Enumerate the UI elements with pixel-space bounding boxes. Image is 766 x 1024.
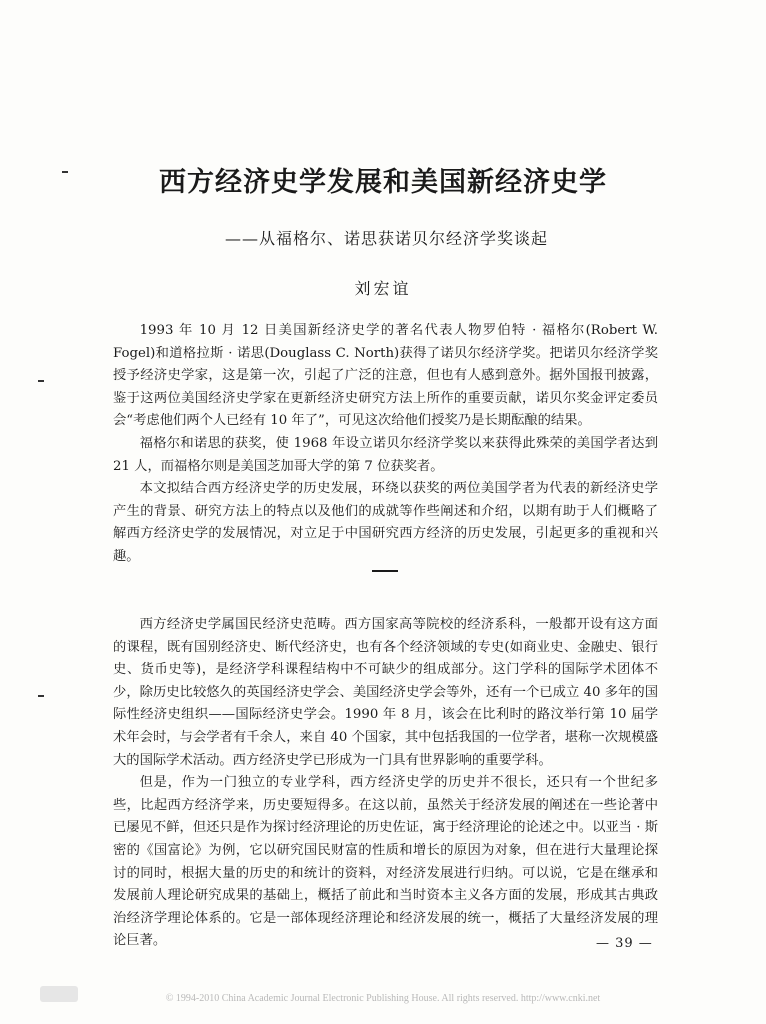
section-one	[113, 614, 658, 953]
scan-mark	[38, 380, 44, 382]
page-number: — 39 —	[596, 936, 653, 951]
article-subtitle: ——从福格尔、诺思获诺贝尔经济学奖谈起	[225, 229, 549, 248]
article-title: 西方经济史学发展和美国新经济史学	[159, 167, 607, 198]
scan-mark	[38, 695, 44, 697]
paragraph: 福格尔和诺思的获奖，使 1968 年设立诺贝尔经济学奖以来获得此殊荣的美国学者达到 21 人，而福格尔则是美国芝加哥大学的第 7 位获奖者。	[113, 435, 658, 474]
paragraph: 本文拟结合西方经济史学的历史发展，环绕以获奖的两位美国学者为代表的新经济史学产生的背景、研究方法上的特点以及他们的成就等作些阐述和介绍，以期有助于人们概略了解西方经济史学的发展情况，对立足于中国研究西方经济的历史发展，引起更多的重视和兴趣。	[113, 481, 658, 564]
section-number-one	[372, 570, 398, 572]
intro-section	[113, 320, 658, 569]
article-author: 刘宏谊	[354, 279, 412, 298]
copyright-footer: © 1994-2010 China Academic Journal Electronic Publishing House. All rights reserved. http://www.cnki.net	[165, 993, 601, 1004]
paragraph: 西方经济史学属国民经济史范畴。西方国家高等院校的经济系科，一般都开设有这方面的课程，既有国别经济史、断代经济史，也有各个经济领域的专史(如商业史、金融史、银行史、货币史等)，是经济学科课程结构中不可缺少的组成部分。这门学科的国际学术团体不少，除历史比较悠久的英国经济史学会、美国经济史学会等外，还有一个已成立 40 多年的国际性经济史组织——国际经济史学会。1990 年 8 月，该会在比利时的路汶举行第 10 届学术年会时，与会学者有千余人，来自 40 个国家，其中包括我国的一位学者，堪称一次规模盛大的国际学术活动。西方经济史学已形成为一门具有世界影响的重要学科。	[113, 617, 658, 768]
paragraph: 1993 年 10 月 12 日美国新经济史学的著名代表人物罗伯特 · 福格尔(Robert W. Fogel)和道格拉斯 · 诺思(Douglass C. North)获得了诺贝尔经济学奖。把诺贝尔经济学奖授予经济史学家，这是第一次，引起了广泛的注意，但也有人感到意外。据外国报刊披露，鉴于这两位美国经济史学家在更新经济史研究方法上所作的重要贡献，诺贝尔奖金评定委员会“考虑他们两个人已经有 10 年了”，可见这次给他们授奖乃是长期酝酿的结果。	[113, 323, 658, 429]
paragraph: 但是，作为一门独立的专业学科，西方经济史学的历史并不很长，还只有一个世纪多些，比起西方经济学来，历史要短得多。在这以前，虽然关于经济发展的阐述在一些论著中已屡见不鲜，但还只是作为探讨经济理论的历史佐证，寓于经济理论的论述之中。以亚当 · 斯密的《国富论》为例，它以研究国民财富的性质和增长的原因为对象，但在进行大量理论探讨的同时，根据大量的历史的和统计的资料，对经济发展进行归纳。可以说，它是在继承和发展前人理论研究成果的基础上，概括了前此和当时资本主义各方面的发展，形成其古典政治经济学理论体系的。它是一部体现经济理论和经济发展的统一，概括了大量经济发展的理论巨著。	[113, 775, 658, 949]
